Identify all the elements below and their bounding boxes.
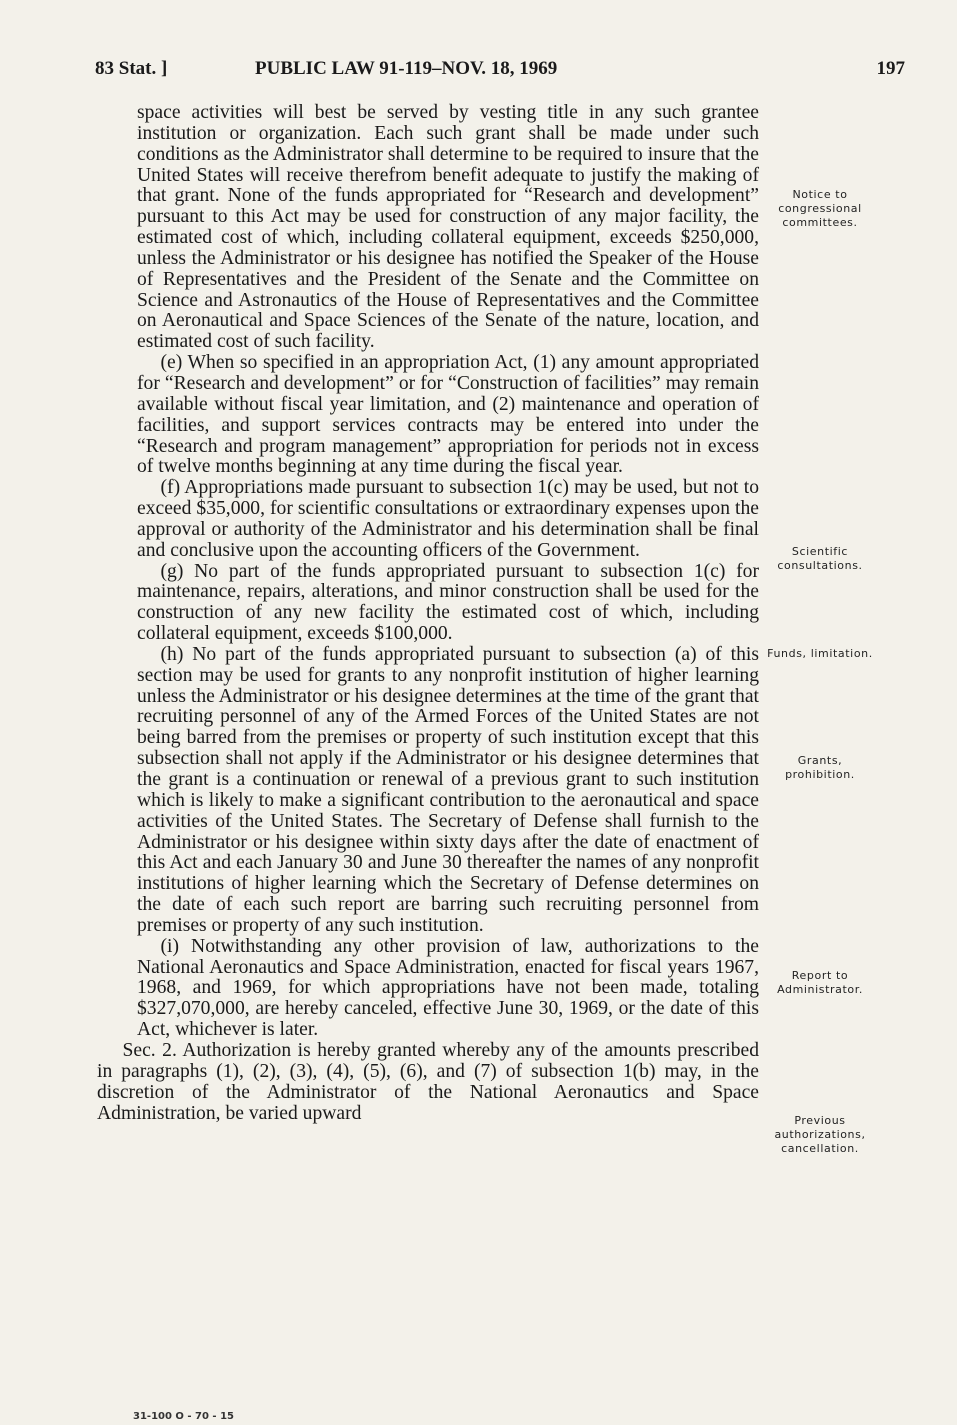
margin-note-previous: Previous authorizations, cancellation. <box>774 1114 866 1155</box>
margin-note-funds: Funds, limitation. <box>767 647 873 660</box>
margin-note-notice: Notice to congressional committees. <box>778 188 862 229</box>
law-title: PUBLIC LAW 91-119–NOV. 18, 1969 <box>255 58 558 79</box>
page-header <box>95 58 905 86</box>
paragraph-continuation: space activities will best be served by vesting title in any such grantee institution or organization. Each such grant shall be made under such conditions as the Administrator shall determine to be required to insure that the United States will receive therefrom benefit adequate to justify the making of that grant. None of the funds appropriated for “Research and development” pursuant to this Act may be used for construction of any major facility, the estimated cost of which, including collateral equipment, exceeds $250,000, unless the Administrator or his designee has notified the Speaker of the House of Representatives and the President of the Senate and the Committee on Science and Astronautics of the House of Representatives and the Committee on Aeronautical and Space Sciences of the Senate of the nature, location, and estimated cost of such facility. <box>137 102 759 353</box>
paragraph-e: (e) When so specified in an appropriation Act, (1) any amount appropriated for “Research and development” or for “Construction of facilities” may remain available without fiscal year limitation, and (2) maintenance and operation of facilities, and support services contracts may be entered into under the “Research and program management” appropriation for periods not in excess of twelve months beginning at any time during the fiscal year. <box>137 352 759 478</box>
paragraph-g: (g) No part of the funds appropriated pursuant to subsection 1(c) for maintenance, repairs, alterations, and minor construction shall be used for the construction of any new facility the estimated cost of which, including collateral equipment, exceeds $100,000. <box>137 560 759 645</box>
body-text <box>97 103 759 1124</box>
paragraph-f: (f) Appropriations made pursuant to subsection 1(c) may be used, but not to exceed $35,000, for scientific consultations or extraordinary expenses upon the approval or authority of the Administrator and his determination shall be final and conclusive upon the accounting officers of the Government. <box>137 477 759 561</box>
paragraph-h: (h) No part of the funds appropriated pursuant to subsection (a) of this section may be used for grants to any nonprofit institution of higher learning unless the Administrator or his designee determines at the time of the grant that recruiting personnel of any of the Armed Forces of the United States are not being barred from the premises or property of such institution except that this subsection shall not apply if the Administrator or his designee determines that the grant is a continuation or renewal of a previous grant to such institution which is likely to make a significant contribution to the aeronautical and space activities of the United States. The Secretary of Defense shall furnish to the Administrator or his designee within sixty days after the date of enactment of this Act and each January 30 and June 30 thereafter the names of any nonprofit institutions of higher learning which the Secretary of Defense determines on the date of each such report are barring such recruiting personnel from premises or property of any such institution. <box>137 643 759 936</box>
margin-note-scientific: Scientific consultations. <box>777 545 863 572</box>
page-number: 197 <box>876 58 905 79</box>
statute-volume: 83 Stat. ] <box>95 58 168 79</box>
margin-note-report: Report to Administrator. <box>777 969 863 996</box>
print-code: 31-100 O - 70 - 15 <box>133 1411 234 1422</box>
margin-note-grants: Grants, prohibition. <box>785 754 855 781</box>
section-2: Sec. 2. Authorization is hereby granted whereby any of the amounts prescribed in paragraphs (1), (2), (3), (4), (5), (6), and (7) of subsection 1(b) may, in the discretion of the Administrator of the National Aeronautics and Space Administration, be varied upward <box>97 1039 759 1124</box>
paragraph-i: (i) Notwithstanding any other provision of law, authorizations to the National Aeronautics and Space Administration, enacted for fiscal years 1967, 1968, and 1969, for which appropriations have not been made, totaling $327,070,000, are hereby canceled, effective June 30, 1969, or the date of this Act, whichever is later. <box>137 935 759 1041</box>
